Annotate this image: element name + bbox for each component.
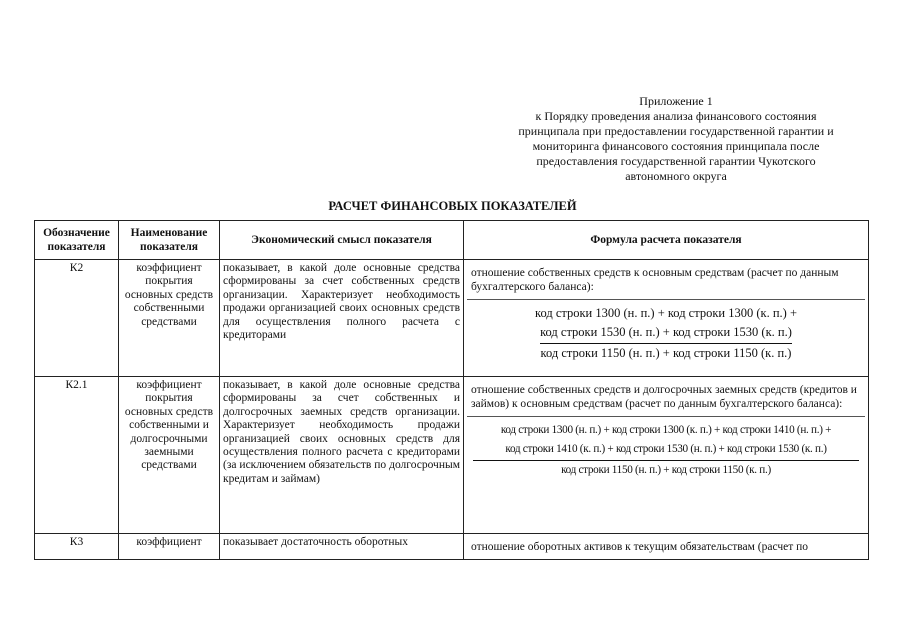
indicator-formula: [464, 260, 869, 377]
table-header-row: [35, 221, 869, 260]
header-code: Обозначение показателя: [35, 221, 119, 260]
formula-denominator: код строки 1150 (н. п.) + код строки 1150 (к. п.): [561, 464, 771, 476]
formula-description: отношение собственных средств и долгосрочных заемных средств (кредитов и займов) к основным средствам (расчет по данным бухгалтерского баланса):: [467, 379, 865, 417]
formula-fraction: [467, 300, 865, 363]
appendix-line: предоставления государственной гарантии Чукотского: [536, 154, 816, 168]
formula-description: отношение собственных средств к основным средствам (расчет по данным бухгалтерского баланса):: [467, 262, 865, 300]
indicator-name: коэффициент покрытия основных средств собственными и долгосрочными заемными средствами: [119, 377, 220, 534]
indicators-table: [34, 220, 869, 560]
formula-numerator-line-1: код строки 1300 (н. п.) + код строки 1300 (к. п.) +: [535, 306, 797, 320]
appendix-header: [500, 94, 852, 184]
formula-denominator: код строки 1150 (н. п.) + код строки 1150 (к. п.): [540, 346, 792, 360]
indicator-formula: [464, 377, 869, 534]
appendix-line: мониторинга финансового состояния принципала после: [532, 139, 820, 153]
indicator-code: К3: [35, 534, 119, 560]
indicator-code: К2.1: [35, 377, 119, 534]
header-formula: Формула расчета показателя: [464, 221, 869, 260]
indicator-meaning: показывает достаточность оборотных: [220, 534, 464, 560]
table-row: [35, 534, 869, 560]
indicator-code: К2: [35, 260, 119, 377]
indicator-meaning: показывает, в какой доле основные средства сформированы за счет собственных средств организации. Характеризует необходимость продажи организацией своих основных средств для осуществления полного расчета с кредиторами: [220, 260, 464, 377]
header-name: Наименование показателя: [119, 221, 220, 260]
formula-fraction: [467, 417, 865, 480]
indicator-formula: [464, 534, 869, 560]
indicator-name: коэффициент: [119, 534, 220, 560]
table-row: [35, 377, 869, 534]
header-meaning: Экономический смысл показателя: [220, 221, 464, 260]
indicator-name: коэффициент покрытия основных средств собственными средствами: [119, 260, 220, 377]
appendix-line: Приложение 1: [639, 94, 713, 108]
appendix-line: принципала при предоставлении государственной гарантии и: [518, 124, 834, 138]
table-row: [35, 260, 869, 377]
appendix-line: автономного округа: [625, 169, 727, 183]
appendix-line: к Порядку проведения анализа финансового состояния: [535, 109, 817, 123]
formula-numerator-line-2: код строки 1410 (к. п.) + код строки 1530 (н. п.) + код строки 1530 (к. п.): [473, 440, 859, 461]
formula-description: отношение оборотных активов к текущим обязательствам (расчет по: [471, 541, 809, 553]
formula-numerator-line-2: код строки 1530 (н. п.) + код строки 1530 (к. п.): [540, 323, 792, 344]
indicator-meaning: показывает, в какой доле основные средства сформированы за счет собственных и долгосрочных заемных средств организации. Характеризует необходимость продажи организацией своих основных средств для осуществления полного расчета с кредиторами (за исключением обязательств по долгосрочным кредитам и займам): [220, 377, 464, 534]
formula-numerator-line-1: код строки 1300 (н. п.) + код строки 1300 (к. п.) + код строки 1410 (н. п.) +: [500, 424, 832, 436]
document-title: РАСЧЕТ ФИНАНСОВЫХ ПОКАЗАТЕЛЕЙ: [328, 199, 577, 213]
